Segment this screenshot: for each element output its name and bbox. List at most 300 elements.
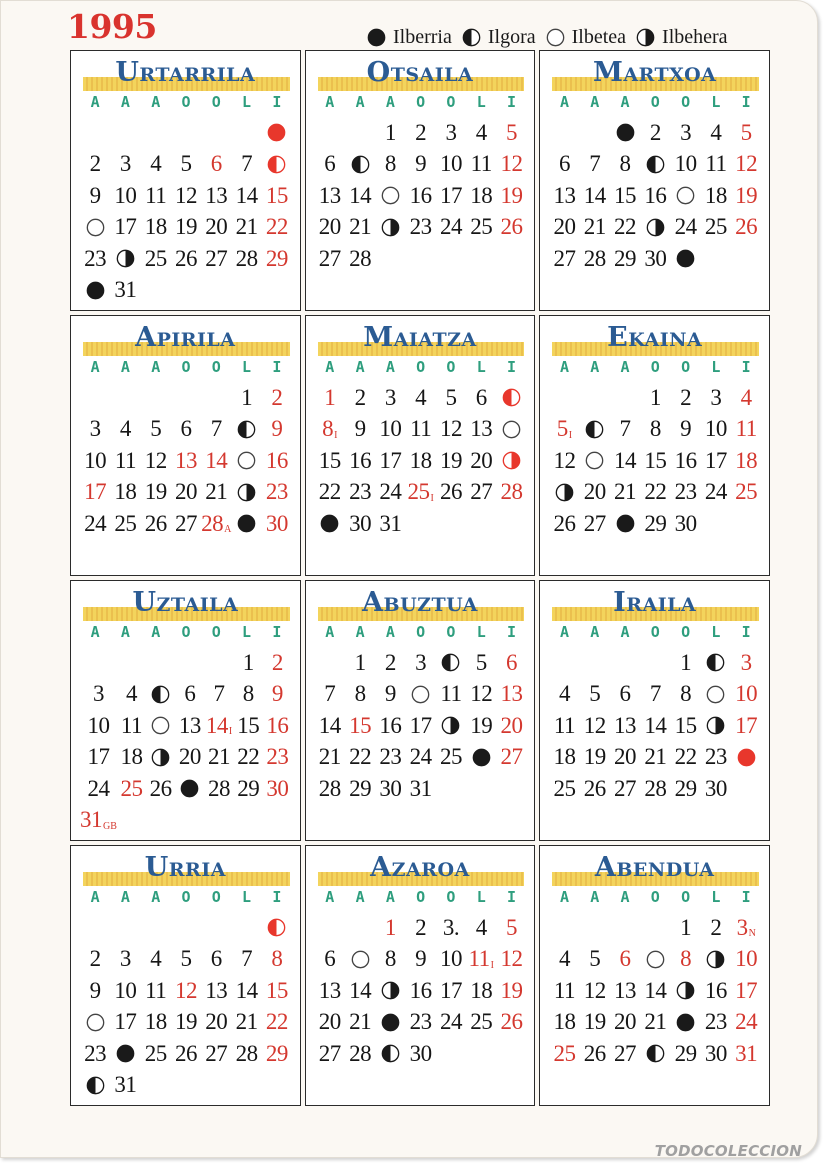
new-moon-icon: [670, 243, 700, 275]
day-cell: 7: [241, 151, 253, 177]
day-cell: 29: [674, 775, 697, 801]
moon-phase-legend: [367, 23, 732, 51]
weekday-label: I: [741, 93, 751, 111]
day-cell: 24: [674, 214, 697, 240]
day-cell: 6: [324, 151, 336, 177]
weekday-label: I: [272, 358, 282, 376]
last-quarter-moon-icon: [701, 710, 731, 742]
day-cell: 10: [87, 712, 110, 738]
day-cell: 23: [704, 744, 727, 770]
weekday-label: A: [90, 93, 100, 111]
month-header: [540, 53, 769, 97]
weekday-header: [80, 623, 292, 645]
day-cell: 3: [445, 119, 457, 145]
full-moon-icon: [80, 1007, 110, 1039]
holiday-day-cell: 25: [735, 479, 758, 505]
day-cell: 10: [439, 946, 462, 972]
weekday-label: O: [211, 623, 221, 641]
day-grid: [80, 117, 292, 306]
weekday-label: A: [590, 93, 600, 111]
weekday-label: O: [681, 888, 691, 906]
day-cell: 28: [318, 775, 341, 801]
day-cell: 7: [589, 151, 601, 177]
day-cell: 8: [680, 681, 692, 707]
day-cell: 9: [89, 977, 101, 1003]
weekday-label: A: [355, 358, 365, 376]
new-moon-icon: [367, 28, 386, 47]
holiday-day-cell: 15: [265, 182, 288, 208]
weekday-header: [80, 888, 292, 910]
holiday-day-cell: 8: [680, 946, 692, 972]
day-cell: 22: [674, 744, 697, 770]
holiday-day-cell: 12: [500, 151, 523, 177]
day-cell: 28: [583, 245, 606, 271]
day-cell: 4: [415, 384, 427, 410]
day-cell: 2: [384, 649, 396, 675]
day-cell: 1: [384, 119, 396, 145]
day-cell: 11: [410, 416, 432, 442]
full-moon-icon: [580, 445, 610, 477]
weekday-label: I: [506, 358, 517, 376]
month-name: Apirila: [135, 322, 236, 353]
day-cell: 20: [583, 479, 606, 505]
empty-day-cell: [171, 912, 201, 944]
day-cell: 26: [174, 245, 197, 271]
holiday-day-cell: 30: [265, 510, 288, 536]
day-cell: 3: [89, 416, 101, 442]
weekday-label: O: [181, 623, 191, 641]
day-grid: [549, 117, 761, 275]
day-cell: 27: [614, 775, 637, 801]
month-name: Urtarrila: [115, 57, 256, 88]
day-cell: 30: [409, 1040, 432, 1066]
holiday-day-cell: 30: [266, 775, 289, 801]
day-cell: 21: [318, 744, 341, 770]
empty-day-cell: [549, 647, 579, 679]
day-cell: 21: [205, 479, 228, 505]
last-quarter-moon-icon: [231, 477, 261, 509]
holiday-day-cell: 15: [349, 712, 372, 738]
day-cell: 28: [208, 775, 231, 801]
first-quarter-moon-icon: [345, 149, 375, 181]
weekday-label: L: [476, 888, 486, 906]
day-cell: 21: [644, 744, 667, 770]
empty-day-cell: [549, 912, 579, 944]
day-cell: 29: [349, 775, 372, 801]
weekday-label: O: [446, 358, 456, 376]
weekday-label: O: [446, 888, 456, 906]
weekday-label: L: [476, 623, 486, 641]
day-grid: [315, 912, 527, 1070]
day-cell: 14: [644, 977, 667, 1003]
day-cell: 17: [439, 182, 462, 208]
day-cell: 18: [553, 744, 576, 770]
day-cell: 15: [614, 182, 637, 208]
weekday-label: O: [416, 358, 426, 376]
month-panel: [305, 315, 536, 576]
holiday-day-cell: 26: [500, 214, 523, 240]
weekday-label: L: [711, 358, 721, 376]
empty-day-cell: [580, 647, 610, 679]
weekday-label: O: [211, 358, 221, 376]
day-cell: 14: [349, 977, 372, 1003]
day-cell: 2: [710, 914, 722, 940]
day-cell: 14: [349, 182, 372, 208]
weekday-label: I: [506, 623, 517, 641]
full-moon-icon: [701, 679, 731, 711]
day-cell: 12: [583, 977, 606, 1003]
empty-day-cell: [175, 647, 204, 679]
day-cell: 5: [150, 416, 162, 442]
day-cell: 24: [439, 214, 462, 240]
day-cell: 26: [439, 479, 462, 505]
last-quarter-moon-icon: [375, 975, 405, 1007]
day-cell: 10: [674, 151, 697, 177]
weekday-header: [315, 888, 527, 910]
day-cell: 13: [553, 182, 576, 208]
day-cell: 16: [379, 712, 402, 738]
holiday-day-cell: 17: [84, 479, 107, 505]
day-cell: 23: [379, 744, 402, 770]
empty-day-cell: [549, 117, 579, 149]
new-moon-icon: [315, 508, 345, 540]
weekday-label: O: [446, 93, 456, 111]
month-panel: [305, 50, 536, 311]
day-cell: 7: [324, 681, 336, 707]
new-moon-icon: [231, 508, 261, 540]
day-cell: 26: [553, 510, 576, 536]
holiday-day-cell: 13: [500, 681, 523, 707]
holiday-day-cell: 24: [735, 1009, 758, 1035]
holiday-day-cell: 23: [266, 744, 289, 770]
last-quarter-moon-icon: [640, 212, 670, 244]
day-cell: 1: [354, 649, 366, 675]
day-grid: [315, 382, 527, 540]
weekday-label: A: [385, 358, 395, 376]
day-cell: 1: [680, 914, 692, 940]
legend-item: [636, 26, 728, 49]
month-header: [540, 583, 769, 627]
weekday-label: O: [681, 93, 691, 111]
day-cell: 9: [384, 681, 396, 707]
weekday-label: I: [506, 888, 517, 906]
legend-label: Ilberria: [393, 25, 452, 48]
weekday-label: A: [620, 358, 630, 376]
weekday-label: A: [559, 623, 569, 641]
weekday-header: [80, 358, 292, 380]
day-cell: 21: [349, 214, 372, 240]
month-panel: [539, 315, 770, 576]
day-cell: 30: [674, 510, 697, 536]
weekday-label: L: [476, 358, 486, 376]
day-cell: 22: [644, 479, 667, 505]
day-cell: 29: [614, 245, 637, 271]
day-cell: 28: [235, 245, 258, 271]
day-cell: 28: [644, 775, 667, 801]
day-cell: 30: [704, 775, 727, 801]
day-cell: 8: [384, 151, 396, 177]
day-cell: 28: [235, 1040, 258, 1066]
day-cell: 3: [415, 649, 427, 675]
day-cell: 5: [589, 946, 601, 972]
day-cell: 2: [89, 946, 101, 972]
holiday-day-cell: 5: [506, 119, 517, 145]
first-quarter-moon-icon: [436, 647, 466, 679]
holiday-day-cell: 1: [324, 384, 336, 410]
empty-day-cell: [80, 647, 117, 679]
first-quarter-moon-icon: [375, 1038, 405, 1070]
full-moon-icon: [375, 180, 405, 212]
day-cell: 3: [119, 151, 131, 177]
day-cell: 18: [470, 182, 493, 208]
holiday-day-cell: 22: [265, 214, 288, 240]
weekday-label: O: [416, 888, 426, 906]
month-name: Abuztua: [362, 587, 478, 618]
month-panel: [70, 315, 301, 576]
new-moon-icon: [80, 275, 110, 307]
new-moon-icon: [466, 742, 496, 774]
day-cell: 11: [440, 681, 462, 707]
day-cell: 8: [354, 681, 366, 707]
holiday-day-cell: 13: [174, 447, 197, 473]
holiday-day-cell: 4: [740, 384, 752, 410]
day-cell: 25: [439, 744, 462, 770]
weekday-header: [549, 358, 761, 380]
day-cell: 8: [619, 151, 631, 177]
holiday-day-cell: 2: [271, 649, 283, 675]
first-quarter-moon-icon: [701, 647, 731, 679]
weekday-label: O: [650, 888, 660, 906]
day-cell: 26: [583, 775, 606, 801]
weekday-label: O: [416, 93, 426, 111]
weekday-header: [315, 93, 527, 115]
day-cell: 3: [92, 681, 104, 707]
weekday-label: L: [711, 93, 721, 111]
day-cell: 18: [553, 1009, 576, 1035]
day-cell: 7: [619, 416, 631, 442]
legend-item: [367, 26, 452, 49]
day-cell: 8: [242, 681, 254, 707]
day-cell: 23: [409, 214, 432, 240]
holiday-day-cell: 17: [735, 977, 758, 1003]
empty-day-cell: [201, 117, 231, 149]
weekday-label: A: [90, 358, 100, 376]
day-cell: 2: [415, 914, 427, 940]
weekday-label: A: [559, 888, 569, 906]
day-cell: 16: [409, 977, 432, 1003]
weekday-label: A: [120, 358, 130, 376]
months-grid: [70, 50, 770, 1106]
day-cell: 17: [114, 214, 137, 240]
new-moon-icon: [610, 117, 640, 149]
weekday-label: A: [385, 93, 395, 111]
day-cell: 6: [619, 681, 631, 707]
holiday-day-cell: 9: [271, 681, 283, 707]
full-moon-icon: [345, 944, 375, 976]
empty-day-cell: [146, 647, 175, 679]
empty-day-cell: [345, 117, 375, 149]
new-moon-icon: [731, 742, 761, 774]
full-moon-icon: [496, 414, 526, 446]
last-quarter-moon-icon: [701, 944, 731, 976]
empty-day-cell: [204, 647, 233, 679]
month-name: Uztaila: [132, 587, 239, 618]
day-cell: 27: [614, 1040, 637, 1066]
day-cell: 27: [205, 1040, 228, 1066]
day-grid: [80, 647, 292, 836]
legend-label: Ilbetea: [571, 25, 627, 48]
month-name: Iraila: [613, 587, 697, 618]
day-cell: 3: [680, 119, 692, 145]
day-cell: 6: [475, 384, 487, 410]
day-grid: [315, 117, 527, 275]
day-cell: 14: [235, 182, 258, 208]
day-cell: 9: [354, 416, 366, 442]
first-quarter-moon-icon: [640, 1038, 670, 1070]
empty-day-cell: [640, 912, 670, 944]
day-cell: 19: [439, 447, 462, 473]
weekday-label: A: [151, 358, 161, 376]
day-cell: 1: [649, 384, 661, 410]
empty-day-cell: [610, 647, 640, 679]
holiday-day-cell: 19: [500, 977, 523, 1003]
holiday-day-cell: 3: [740, 649, 752, 675]
day-cell: 19: [470, 712, 493, 738]
day-grid: [80, 912, 292, 1101]
holiday-day-cell: 8 $_I$: [322, 416, 338, 442]
day-cell: 18: [470, 977, 493, 1003]
day-cell: 4: [475, 914, 487, 940]
empty-day-cell: [640, 647, 670, 679]
day-cell: 24: [409, 744, 432, 770]
empty-day-cell: [580, 912, 610, 944]
weekday-label: O: [650, 93, 660, 111]
day-cell: 18: [114, 479, 137, 505]
first-quarter-moon-icon: [80, 1070, 110, 1102]
holiday-day-cell: 14: [205, 447, 228, 473]
day-cell: 27: [470, 479, 493, 505]
day-cell: 24: [379, 479, 402, 505]
day-cell: 9: [89, 182, 101, 208]
month-panel: [539, 580, 770, 841]
new-moon-icon: [610, 508, 640, 540]
day-cell: 10: [704, 416, 727, 442]
day-cell: 13: [205, 182, 228, 208]
day-cell: 3: [710, 384, 722, 410]
empty-day-cell: [80, 382, 110, 414]
day-cell: 13: [318, 977, 341, 1003]
empty-day-cell: [117, 647, 146, 679]
empty-day-cell: [315, 912, 345, 944]
weekday-label: O: [416, 623, 426, 641]
day-cell: 11: [145, 182, 167, 208]
holiday-day-cell: 25: [120, 775, 143, 801]
first-quarter-moon-icon: [146, 679, 175, 711]
holiday-day-cell: 10: [735, 946, 758, 972]
holiday-day-cell: 5: [506, 914, 517, 940]
weekday-header: [315, 623, 527, 645]
holiday-day-cell: 12: [174, 977, 197, 1003]
day-cell: 7: [241, 946, 253, 972]
day-cell: 20: [174, 479, 197, 505]
day-cell: 22: [237, 744, 260, 770]
day-cell: 17: [704, 447, 727, 473]
day-cell: 11: [470, 151, 492, 177]
holiday-day-cell: 17: [735, 712, 758, 738]
weekday-label: A: [590, 623, 600, 641]
day-cell: 11: [705, 151, 727, 177]
month-header: [306, 53, 535, 97]
last-quarter-moon-icon: [636, 28, 655, 47]
day-cell: 10: [379, 416, 402, 442]
first-quarter-moon-icon: [262, 912, 292, 944]
first-quarter-moon-icon: [462, 28, 481, 47]
day-cell: 22: [349, 744, 372, 770]
holiday-day-cell: 19: [500, 182, 523, 208]
empty-day-cell: [549, 382, 579, 414]
empty-day-cell: [610, 912, 640, 944]
weekday-label: O: [181, 93, 191, 111]
weekday-label: A: [620, 623, 630, 641]
day-cell: 9: [680, 416, 692, 442]
weekday-label: A: [151, 888, 161, 906]
last-quarter-moon-icon: [146, 742, 175, 774]
weekday-label: A: [355, 93, 365, 111]
day-cell: 12: [439, 416, 462, 442]
day-cell: 4: [119, 416, 131, 442]
month-header: [71, 53, 300, 97]
day-cell: 28: [349, 1040, 372, 1066]
new-moon-icon: [670, 1007, 700, 1039]
last-quarter-moon-icon: [496, 445, 526, 477]
day-cell: 7: [213, 681, 225, 707]
day-cell: 18: [144, 214, 167, 240]
holiday-day-cell: 16: [265, 447, 288, 473]
day-cell: 24: [439, 1009, 462, 1035]
day-cell: 15: [674, 712, 697, 738]
day-cell: 19: [174, 1009, 197, 1035]
first-quarter-moon-icon: [231, 414, 261, 446]
day-cell: 11: [145, 977, 167, 1003]
empty-day-cell: [110, 912, 140, 944]
holiday-day-cell: 31: [735, 1040, 758, 1066]
day-cell: 14: [583, 182, 606, 208]
weekday-label: A: [620, 888, 630, 906]
day-cell: 14: [614, 447, 637, 473]
empty-day-cell: [580, 117, 610, 149]
day-cell: 4: [710, 119, 722, 145]
day-cell: 15: [644, 447, 667, 473]
month-panel: [70, 50, 301, 311]
empty-day-cell: [80, 117, 110, 149]
holiday-day-cell: 31 $_{GB}$: [80, 807, 117, 833]
day-grid: [549, 647, 761, 805]
day-cell: 4: [558, 946, 570, 972]
day-cell: 29: [644, 510, 667, 536]
holiday-day-cell: 14 $_I$: [205, 712, 233, 738]
month-name: Urria: [144, 852, 226, 883]
last-quarter-moon-icon: [436, 710, 466, 742]
day-cell: 21: [614, 479, 637, 505]
month-name: Abendua: [594, 852, 715, 883]
first-quarter-moon-icon: [580, 414, 610, 446]
day-cell: 2: [415, 119, 427, 145]
weekday-header: [549, 623, 761, 645]
holiday-day-cell: 19: [735, 182, 758, 208]
day-cell: 26: [174, 1040, 197, 1066]
watermark: TODOCOLECCION: [654, 1142, 802, 1160]
full-moon-icon: [231, 445, 261, 477]
